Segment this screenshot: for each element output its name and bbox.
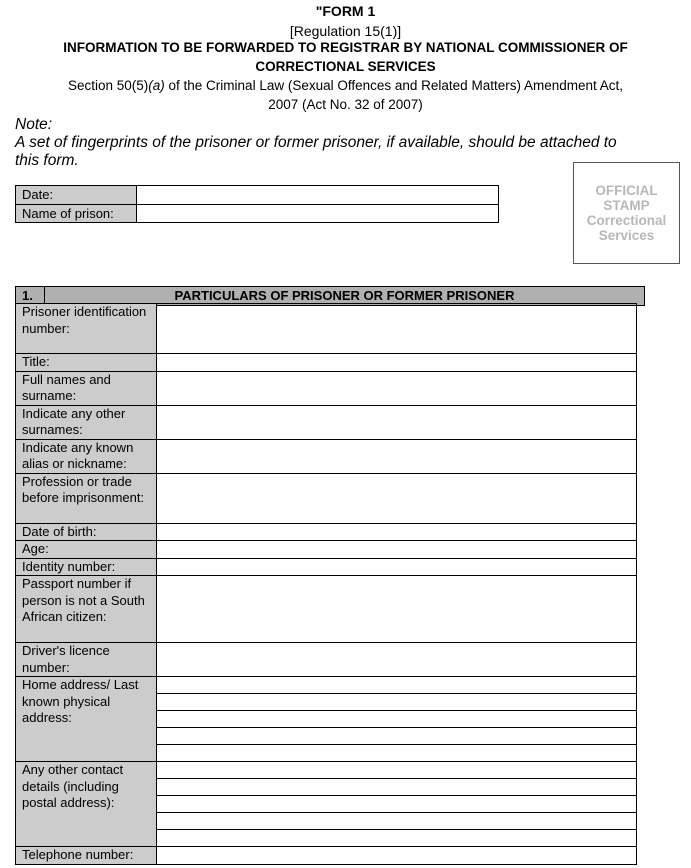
field-input[interactable] xyxy=(157,728,637,745)
date-prison-table xyxy=(15,185,499,223)
table-row xyxy=(16,405,637,439)
field-input[interactable] xyxy=(157,711,637,728)
section-reference-post: of the Criminal Law (Sexual Offences and Related Matters) Amendment Act, xyxy=(164,78,624,93)
form-heading-line2: CORRECTIONAL SERVICES xyxy=(255,59,436,74)
field-input[interactable] xyxy=(157,541,637,559)
field-label: Title: xyxy=(16,354,157,372)
field-input[interactable] xyxy=(157,439,637,473)
field-label: Age: xyxy=(16,541,157,559)
field-input[interactable] xyxy=(157,354,637,372)
table-row xyxy=(16,558,637,576)
field-input[interactable] xyxy=(157,405,637,439)
section-reference xyxy=(0,78,691,93)
field-input[interactable] xyxy=(157,830,637,847)
form-title: "FORM 1 xyxy=(315,3,376,19)
field-input[interactable] xyxy=(157,796,637,813)
field-label: Full names and surname: xyxy=(16,371,157,405)
section-reference-pre: Section 50(5) xyxy=(67,78,149,93)
table-row xyxy=(16,576,637,643)
field-label: Indicate any other surnames: xyxy=(16,405,157,439)
field-input[interactable] xyxy=(157,558,637,576)
field-input[interactable] xyxy=(157,371,637,405)
field-label: Driver's licence number: xyxy=(16,643,157,677)
table-row xyxy=(16,439,637,473)
field-input[interactable] xyxy=(157,576,637,643)
field-input[interactable] xyxy=(157,523,637,541)
table-row xyxy=(16,473,637,523)
field-label: Passport number if person is not a South African citizen: xyxy=(16,576,157,643)
note-text-line2: this form. xyxy=(15,152,79,169)
field-input[interactable] xyxy=(157,813,637,830)
table-row xyxy=(16,371,637,405)
table-row xyxy=(16,677,637,694)
section-reference-italic: (a) xyxy=(148,78,165,93)
stamp-line2: STAMP xyxy=(603,198,650,213)
stamp-line4: Services xyxy=(598,228,655,243)
field-input[interactable] xyxy=(157,473,637,523)
field-label: Home address/ Last known physical address: xyxy=(16,677,157,762)
table-row xyxy=(16,847,637,865)
note-label: Note: xyxy=(15,116,53,133)
field-label: Date of birth: xyxy=(16,523,157,541)
field-label: Prisoner identification number: xyxy=(16,304,157,354)
note-text-line1: A set of fingerprints of the prisoner or former prisoner, if available, should be attached to xyxy=(15,134,617,151)
date-field[interactable] xyxy=(137,186,499,205)
table-row xyxy=(16,643,637,677)
field-input[interactable] xyxy=(157,847,637,865)
table-row xyxy=(16,304,637,354)
field-input[interactable] xyxy=(157,643,637,677)
field-input[interactable] xyxy=(157,677,637,694)
section-number: 1. xyxy=(16,287,45,306)
table-row xyxy=(16,354,637,372)
date-label: Date: xyxy=(16,186,137,205)
field-input[interactable] xyxy=(157,779,637,796)
field-label: Any other contact details (including postal address): xyxy=(16,762,157,847)
form-heading-line1: INFORMATION TO BE FORWARDED TO REGISTRAR BY NATIONAL COMMISSIONER OF xyxy=(63,40,628,55)
field-input[interactable] xyxy=(157,304,637,354)
field-label: Indicate any known alias or nickname: xyxy=(16,439,157,473)
prison-name-field[interactable] xyxy=(137,204,499,223)
official-stamp-box xyxy=(573,162,680,264)
table-row xyxy=(16,541,637,559)
field-label: Telephone number: xyxy=(16,847,157,865)
field-label: Profession or trade before imprisonment: xyxy=(16,473,157,523)
field-label: Identity number: xyxy=(16,558,157,576)
stamp-line1: OFFICIAL xyxy=(595,183,658,198)
stamp-line3: Correctional xyxy=(586,213,667,228)
prison-name-label: Name of prison: xyxy=(16,204,137,223)
field-input[interactable] xyxy=(157,762,637,779)
field-input[interactable] xyxy=(157,694,637,711)
table-row xyxy=(16,762,637,779)
particulars-table xyxy=(15,303,637,865)
act-reference: 2007 (Act No. 32 of 2007) xyxy=(268,97,423,112)
table-row xyxy=(16,523,637,541)
section-title: PARTICULARS OF PRISONER OR FORMER PRISONER xyxy=(45,287,645,306)
field-input[interactable] xyxy=(157,745,637,762)
regulation-reference: [Regulation 15(1)] xyxy=(289,23,402,39)
